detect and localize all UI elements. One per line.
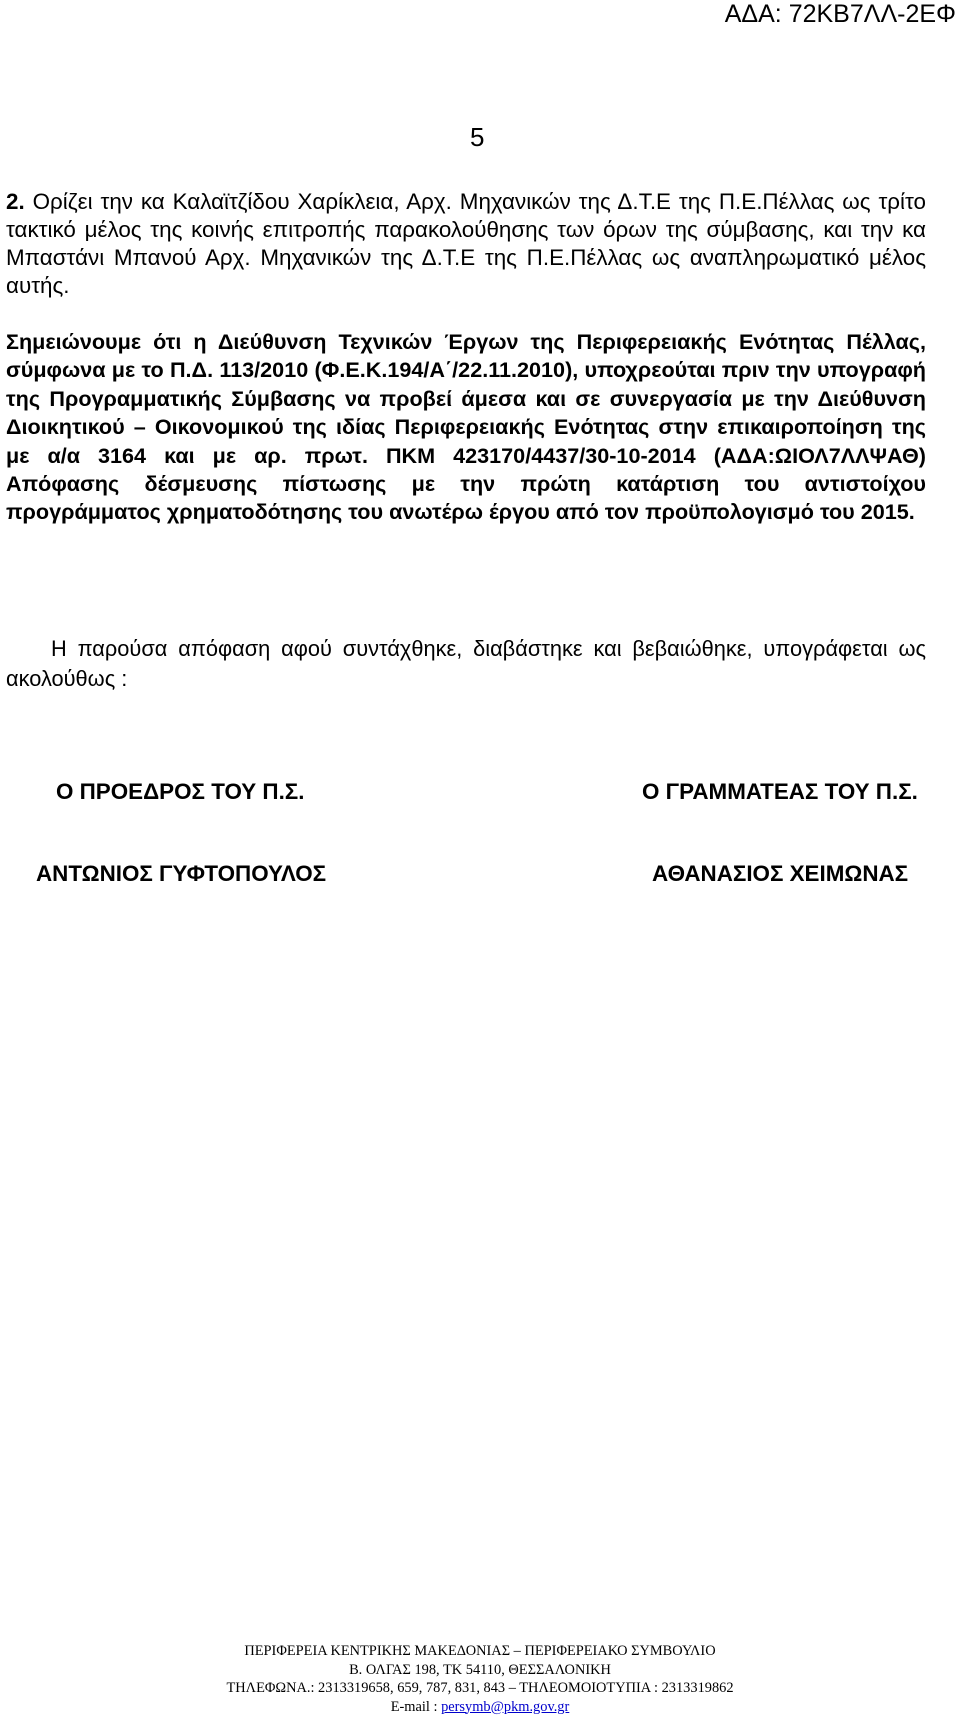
- footer-org-line: ΠΕΡΙΦΕΡΕΙΑ ΚΕΝΤΡΙΚΗΣ ΜΑΚΕΔΟΝΙΑΣ – ΠΕΡΙΦΕΡΕΙΑΚΟ ΣΥΜΒΟΥΛΙΟ: [244, 1643, 716, 1659]
- secretary-title: Ο ΓΡΑΜΜΑΤΕΑΣ ΤΟΥ Π.Σ.: [642, 779, 918, 804]
- secretary-name: ΑΘΑΝΑΣΙΟΣ ΧΕΙΜΩΝΑΣ: [652, 861, 909, 886]
- footer-email-line: [0, 1698, 960, 1717]
- item-2-paragraph: [6, 188, 926, 300]
- page-number: 5: [470, 122, 485, 152]
- president-title: Ο ΠΡΟΕΔΡΟΣ ΤΟΥ Π.Σ.: [56, 779, 305, 804]
- footer-email-link[interactable]: persymb@pkm.gov.gr: [441, 1698, 570, 1715]
- item-2-number: 2.: [6, 189, 25, 214]
- footer-email-label: E-mail :: [390, 1698, 442, 1715]
- ada-code: ΑΔΑ: 72ΚΒ7ΛΛ-2ΕΦ: [724, 0, 956, 28]
- item-2-text: Ορίζει την κα Καλαϊτζίδου Χαρίκλεια, Αρχ. Μηχανικών της Δ.Τ.Ε της Π.Ε.Πέλλας ως τρίτο τακτικό μέλος της κοινής επιτροπής παρακολούθησης των όρων της σύμβασης, και την κα Μπαστάνι Μπανού Αρχ. Μηχανικών της Δ.Τ.Ε της Π.Ε.Πέλλας ως αναπληρωματικό μέλος αυτής.: [6, 189, 926, 298]
- note-paragraph: Σημειώνουμε ότι η Διεύθυνση Τεχνικών Έργων της Περιφερειακής Ενότητας Πέλλας, σύμφωνα με το Π.Δ. 113/2010 (Φ.Ε.Κ.194/Α΄/22.11.2010), υποχρεούται πριν την υπογραφή της Προγραμματικής Σύμβασης να προβεί άμεσα και σε συνεργασία με την Διεύθυνση Διοικητικού – Οικονομικού της ιδίας Περιφερειακής Ενότητας στην επικαιροποίηση της με α/α 3164 και με αρ. πρωτ. ΠΚΜ 423170/4437/30-10-2014 (ΑΔΑ:ΩΙΟΛ7ΛΛΨΑΘ) Απόφασης δέσμευσης πίστωσης με την πρώτη κατάρτιση του αντιστοίχου προγράμματος χρηματοδότησης του ανωτέρω έργου από τον προϋπολογισμό του 2015.: [6, 329, 926, 525]
- footer: [0, 1642, 960, 1716]
- footer-address-line: Β. ΟΛΓΑΣ 198, ΤΚ 54110, ΘΕΣΣΑΛΟΝΙΚΗ: [349, 1661, 611, 1678]
- closing-paragraph: Η παρούσα απόφαση αφού συντάχθηκε, διαβάστηκε και βεβαιώθηκε, υπογράφεται ως ακολούθως :: [6, 636, 926, 691]
- footer-phone-line: ΤΗΛΕΦΩΝΑ.: 2313319658, 659, 787, 831, 843 – ΤΗΛΕΟΜΟΙΟΤΥΠΙΑ : 2313319862: [226, 1680, 734, 1696]
- president-name: ΑΝΤΩΝΙΟΣ ΓΥΦΤΟΠΟΥΛΟΣ: [36, 861, 327, 886]
